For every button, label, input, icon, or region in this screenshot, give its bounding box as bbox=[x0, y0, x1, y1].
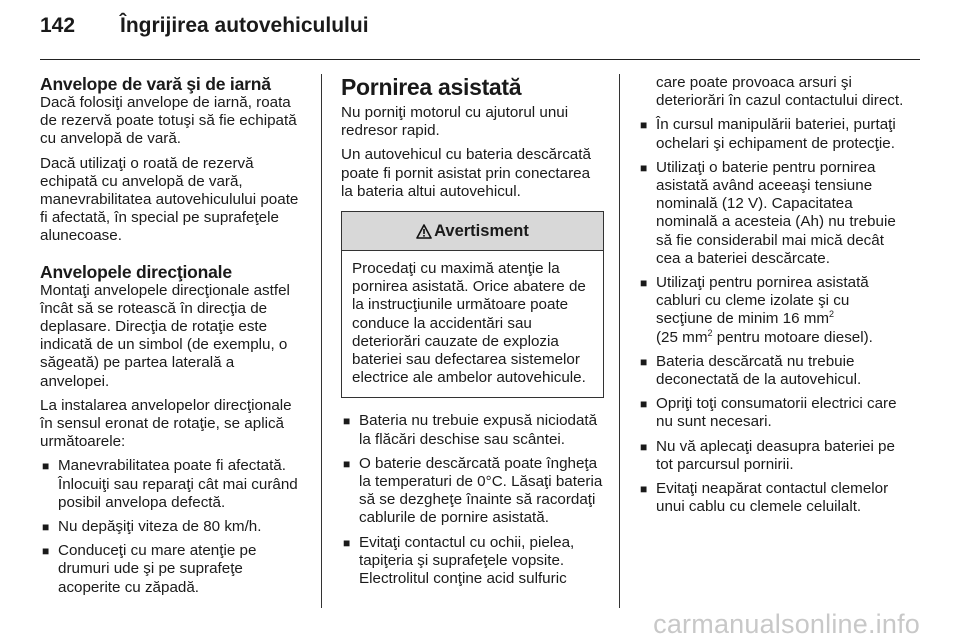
bullet-icon: ■ bbox=[42, 459, 50, 474]
list-item: ■ Evitaţi neapărat contactul clemelor unui cablu cu clemele celuilalt. bbox=[640, 480, 889, 516]
list-item: ■ Bateria descărcată nu trebuie deconectată de la autovehicul. bbox=[640, 352, 862, 389]
bullet-list bbox=[638, 116, 904, 516]
page-header bbox=[40, 14, 369, 44]
paragraph: La instalarea anvelopelor direcţionale în sensul eronat de rotaţie, se aplică următoarele: bbox=[40, 396, 292, 451]
bullet-list bbox=[40, 457, 306, 596]
section-title-jump-start: Pornirea asistată bbox=[341, 74, 522, 100]
column-right bbox=[638, 74, 904, 522]
section-heading-directional-tyres: Anvelopele direcţionale bbox=[40, 261, 232, 282]
chapter-title: Îngrijirea autovehiculului bbox=[120, 14, 369, 37]
bullet-list bbox=[341, 412, 604, 588]
warning-title: Avertisment bbox=[434, 221, 529, 240]
list-item: ■ Utilizaţi o baterie pentru pornirea asistată având aceeaşi tensiune nominală (12 V). Capacitatea nominală a acesteia (Ah) nu trebuie să fie considerabil mai mică decât cea a bateriei descărcate. bbox=[640, 158, 896, 267]
column-left bbox=[40, 74, 306, 603]
list-item: ■ Bateria nu trebuie expusă niciodată la flăcări deschise sau scântei. bbox=[343, 412, 598, 448]
bullet-icon: ■ bbox=[42, 544, 50, 559]
bullet-icon: ■ bbox=[640, 482, 648, 497]
bullet-icon: ■ bbox=[640, 276, 648, 291]
warning-triangle-icon bbox=[416, 224, 432, 239]
warning-text: Procedaţi cu maximă atenţie la pornirea asistată. Orice abatere de la instrucţiunile următoare poate conduce la accidentări sau deteriorări cauzate de explozia bateriei sau defectarea sistemelor electrice ale ambelor autovehicule. bbox=[352, 260, 586, 387]
bullet-icon: ■ bbox=[343, 414, 351, 429]
paragraph: Dacă utilizaţi o roată de rezervă echipată cu anvelopă de vară, manevrabilitatea autovehiculului poate fi afectată, în special pe suprafeţele alunecoase. bbox=[40, 154, 299, 245]
paragraph: Un autovehicul cu bateria descărcată poate fi pornit asistat prin conectarea la bateria altui autovehicul. bbox=[341, 146, 591, 200]
column-divider bbox=[619, 74, 620, 608]
bullet-icon: ■ bbox=[42, 520, 50, 535]
bullet-icon: ■ bbox=[640, 118, 648, 133]
warning-box bbox=[341, 211, 604, 398]
list-item: ■ În cursul manipulării bateriei, purtaţi ochelari şi echipament de protecţie. bbox=[640, 116, 896, 152]
list-item: ■ O baterie descărcată poate îngheţa la temperaturi de 0°C. Lăsaţi bateria să se dezgheţe înainte să racordaţi cablurile de pornire asistată. bbox=[343, 454, 603, 527]
bullet-icon: ■ bbox=[343, 535, 351, 550]
bullet-icon: ■ bbox=[343, 456, 351, 471]
list-item: ■ Opriţi toţi consumatorii electrici care nu sunt necesari. bbox=[640, 395, 897, 431]
paragraph: Dacă folosiţi anvelope de iarnă, roata de rezervă poate totuşi să fie echipată cu anvelopă de vară. bbox=[40, 94, 297, 148]
list-item: ■ Manevrabilitatea poate fi afectată. Înlocuiţi sau reparaţi cât mai curând posibil anvelopa defectă. bbox=[42, 457, 298, 511]
page-number: 142 bbox=[40, 14, 76, 37]
bullet-icon: ■ bbox=[640, 439, 648, 454]
column-divider bbox=[321, 74, 322, 608]
list-item: ■ Evitaţi contactul cu ochii, pielea, tapiţeria şi suprafeţele vopsite. Electrolitul conţine acid sulfuric bbox=[343, 533, 575, 588]
list-item: ■ Nu vă aplecaţi deasupra bateriei pe tot parcursul pornirii. bbox=[640, 437, 895, 473]
paragraph: Nu porniţi motorul cu ajutorul unui redresor rapid. bbox=[341, 104, 569, 140]
continued-text: care poate provoaca arsuri şi deteriorări în cazul contactului direct. bbox=[656, 74, 904, 110]
watermark-text: carmanualsonline.info bbox=[653, 609, 920, 639]
list-item: ■ Conduceţi cu mare atenţie pe drumuri ude şi pe suprafeţe acoperite cu zăpadă. bbox=[42, 542, 257, 596]
list-item: ■ Utilizaţi pentru pornirea asistată cabluri cu cleme izolate şi cu secţiune de minim 16 $mm^2$ (25 $mm^2$ pentru motoare diesel). bbox=[640, 274, 873, 346]
section-heading-summer-winter-tyres: Anvelope de vară şi de iarnă bbox=[40, 74, 271, 94]
warning-header bbox=[342, 212, 603, 251]
list-item: ■ Nu depăşiţi viteza de 80 km/h. bbox=[42, 518, 262, 536]
column-middle bbox=[341, 74, 604, 594]
bullet-icon: ■ bbox=[640, 397, 648, 412]
bullet-icon: ■ bbox=[640, 354, 648, 369]
header-rule bbox=[40, 59, 920, 60]
bullet-icon: ■ bbox=[640, 160, 648, 175]
paragraph: Montaţi anvelopele direcţionale astfel încât să se rotească în direcţia de deplasare. Direcţia de rotaţie este indicată de un simbol (de exemplu, o săgeată) pe partea laterală a anvelopei. bbox=[40, 281, 290, 390]
